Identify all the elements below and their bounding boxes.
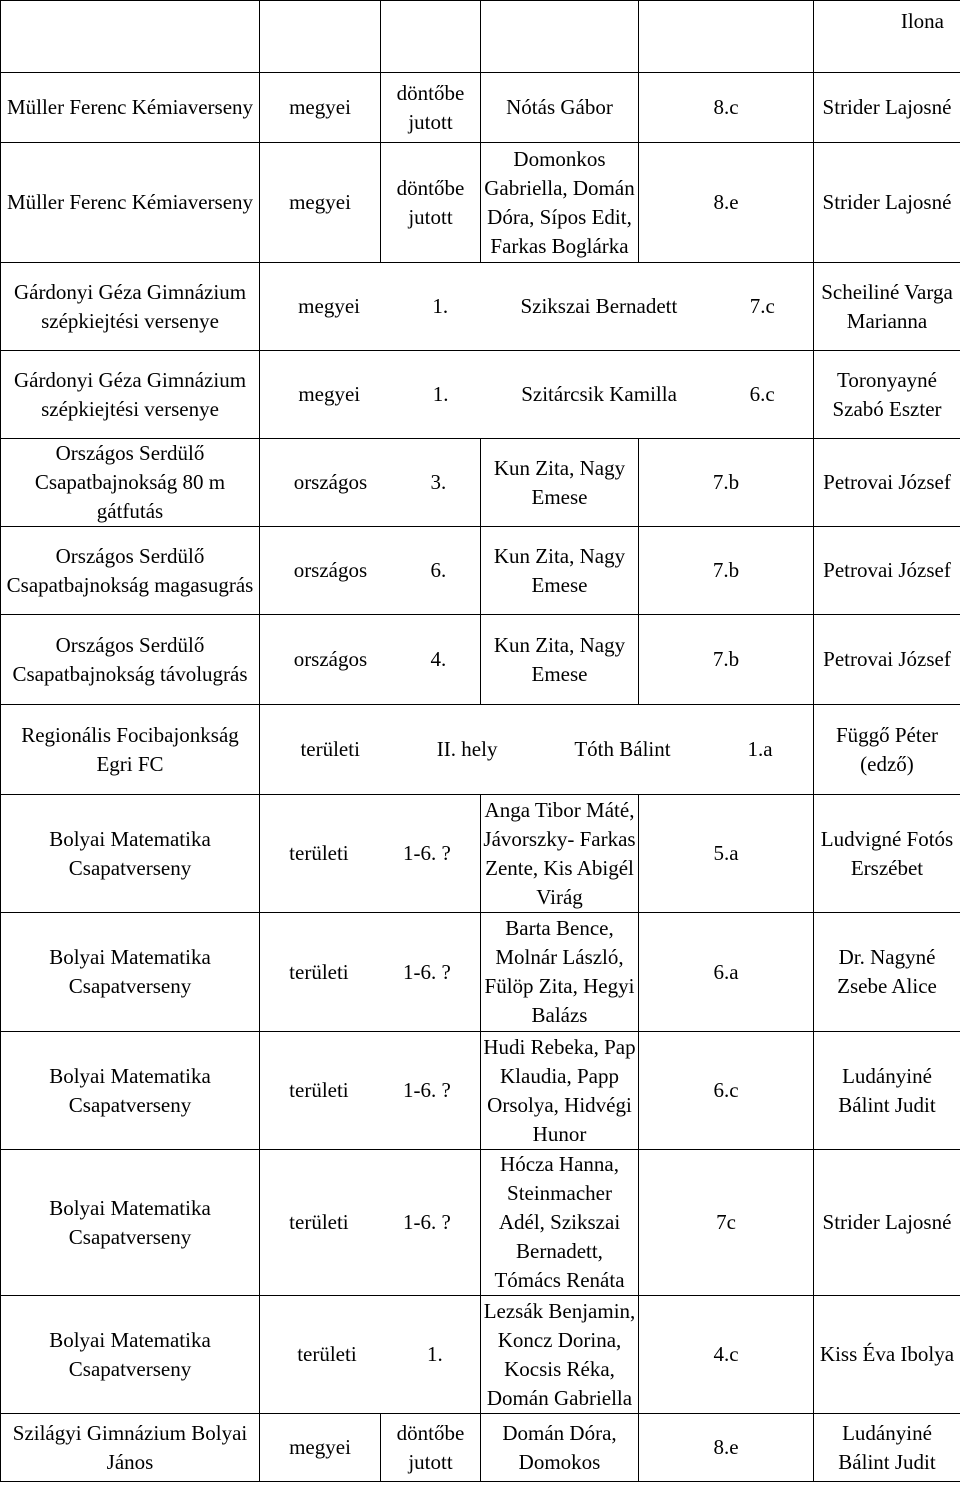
- students-text: Tóth Bálint: [574, 737, 671, 761]
- competition-cell: Bolyai Matematika Csapatverseny: [1, 913, 260, 1032]
- teacher-cell: Petrovai József: [814, 615, 960, 705]
- level-result-cell: [260, 439, 481, 527]
- class-cell: 7.b: [639, 527, 814, 615]
- class-text: 6.c: [749, 382, 775, 406]
- table-row: [1, 913, 960, 1032]
- students-cell: Kun Zita, Nagy Emese: [481, 527, 639, 615]
- students-cell: Lezsák Benjamin, Koncz Dorina, Kocsis Réka, Domán Gabriella: [481, 1296, 639, 1414]
- level-text: országos: [293, 647, 368, 671]
- class-text: 1.a: [747, 737, 773, 761]
- competition-cell: Bolyai Matematika Csapatverseny: [1, 1296, 260, 1414]
- level-text: területi: [289, 1210, 349, 1234]
- level-text: területi: [289, 1078, 349, 1102]
- competition-cell: Bolyai Matematika Csapatverseny: [1, 795, 260, 913]
- students-cell: Domonkos Gabriella, Domán Dóra, Sípos Edit, Farkas Boglárka: [481, 143, 639, 263]
- header-cell-students: [481, 1, 639, 73]
- class-text: 7.c: [749, 294, 775, 318]
- level-cell: megyei: [260, 1414, 381, 1482]
- table-row: [1, 263, 960, 351]
- level-text: területi: [289, 841, 349, 865]
- teacher-cell: Toronyayné Szabó Eszter: [814, 351, 960, 439]
- result-text: 1-6. ?: [403, 1210, 451, 1234]
- competition-cell: Országos Serdülő Csapatbajnokság magasugrás: [1, 527, 260, 615]
- class-cell: 7c: [639, 1150, 814, 1296]
- class-cell: 6.a: [639, 913, 814, 1032]
- table-row: [1, 1032, 960, 1150]
- competition-cell: Bolyai Matematika Csapatverseny: [1, 1032, 260, 1150]
- result-text: 1.: [432, 382, 449, 406]
- teacher-cell: Ludvigné Fotós Erszébet: [814, 795, 960, 913]
- table-row: [1, 527, 960, 615]
- students-cell: Hudi Rebeka, Pap Klaudia, Papp Orsolya, Hidvégi Hunor: [481, 1032, 639, 1150]
- class-cell: 8.c: [639, 73, 814, 143]
- level-text: megyei: [298, 382, 361, 406]
- header-row: [1, 1, 960, 73]
- competition-cell: Müller Ferenc Kémiaverseny: [1, 73, 260, 143]
- competition-cell: Müller Ferenc Kémiaverseny: [1, 143, 260, 263]
- students-text: Szikszai Bernadett: [520, 294, 678, 318]
- level-result-cell: [260, 527, 481, 615]
- result-text: 3.: [430, 470, 447, 494]
- teacher-cell: Strider Lajosné: [814, 1150, 960, 1296]
- teacher-cell: Scheiliné Varga Marianna: [814, 263, 960, 351]
- result-text: 1.: [427, 1342, 443, 1366]
- competition-cell: Szilágyi Gimnázium Bolyai János: [1, 1414, 260, 1482]
- level-cell: megyei: [260, 73, 381, 143]
- class-cell: 7.b: [639, 615, 814, 705]
- result-text: 1-6. ?: [403, 1078, 451, 1102]
- table-row: [1, 795, 960, 913]
- table-row: [1, 73, 960, 143]
- teacher-column-label: Ilona: [900, 9, 944, 33]
- competition-cell: Gárdonyi Géza Gimnázium szépkiejtési versenye: [1, 351, 260, 439]
- table-row: [1, 1414, 960, 1482]
- level-text: országos: [293, 470, 368, 494]
- level-text: megyei: [298, 294, 360, 318]
- students-cell: Nótás Gábor: [481, 73, 639, 143]
- competition-cell: Országos Serdülő Csapatbajnokság távolugrás: [1, 615, 260, 705]
- level-cell: megyei: [260, 143, 381, 263]
- students-cell: Barta Bence, Molnár László, Fülöp Zita, Hegyi Balázs: [481, 913, 639, 1032]
- teacher-cell: Kiss Éva Ibolya: [814, 1296, 960, 1414]
- teacher-cell: Dr. Nagyné Zsebe Alice: [814, 913, 960, 1032]
- students-cell: Domán Dóra, Domokos: [481, 1414, 639, 1482]
- table-row: [1, 351, 960, 439]
- header-cell-class: [639, 1, 814, 73]
- result-text: II. hely: [436, 737, 498, 761]
- level-text: területi: [289, 959, 349, 984]
- competition-cell: Regionális Focibajonkság Egri FC: [1, 705, 260, 795]
- table-row: [1, 1296, 960, 1414]
- level-text: területi: [297, 1342, 357, 1366]
- class-cell: 5.a: [639, 795, 814, 913]
- students-cell: Kun Zita, Nagy Emese: [481, 439, 639, 527]
- header-cell-teacher: [814, 1, 960, 73]
- teacher-cell: Petrovai József: [814, 527, 960, 615]
- students-cell: Anga Tibor Máté, Jávorszky- Farkas Zente, Kis Abigél Virág: [481, 795, 639, 913]
- table-row: [1, 143, 960, 263]
- level-text: országos: [293, 558, 368, 582]
- result-text: 1.: [432, 294, 449, 318]
- teacher-cell: Strider Lajosné: [814, 143, 960, 263]
- header-cell-result: [381, 1, 481, 73]
- class-cell: 8.e: [639, 143, 814, 263]
- class-cell: 7.b: [639, 439, 814, 527]
- result-text: 1-6. ?: [403, 841, 451, 865]
- competition-cell: Országos Serdülő Csapatbajnokság 80 m gátfutás: [1, 439, 260, 527]
- result-text: 6.: [430, 558, 447, 582]
- level-result-cell: [260, 913, 481, 1032]
- result-text: 4.: [430, 647, 447, 671]
- table-row: [1, 705, 960, 795]
- table-row: [1, 439, 960, 527]
- competition-cell: Bolyai Matematika Csapatverseny: [1, 1150, 260, 1296]
- competition-cell: Gárdonyi Géza Gimnázium szépkiejtési versenye: [1, 263, 260, 351]
- table-row: [1, 615, 960, 705]
- students-text: Szitárcsik Kamilla: [521, 382, 677, 406]
- level-result-cell: [260, 795, 481, 913]
- class-cell: 8.e: [639, 1414, 814, 1482]
- result-cell: döntőbe jutott: [381, 1414, 481, 1482]
- teacher-cell: Ludányiné Bálint Judit: [814, 1032, 960, 1150]
- result-cell: döntőbe jutott: [381, 143, 481, 263]
- class-cell: 6.c: [639, 1032, 814, 1150]
- class-cell: 4.c: [639, 1296, 814, 1414]
- level-result-cell: [260, 1032, 481, 1150]
- merged-entry-cell: [260, 263, 814, 351]
- teacher-cell: Ludányiné Bálint Judit: [814, 1414, 960, 1482]
- level-result-cell: [260, 1296, 481, 1414]
- result-cell: döntőbe jutott: [381, 73, 481, 143]
- students-cell: Hócza Hanna, Steinmacher Adél, Szikszai Bernadett, Tómács Renáta: [481, 1150, 639, 1296]
- level-result-cell: [260, 1150, 481, 1296]
- students-cell: Kun Zita, Nagy Emese: [481, 615, 639, 705]
- level-result-cell: [260, 615, 481, 705]
- teacher-cell: Strider Lajosné: [814, 73, 960, 143]
- level-text: területi: [300, 737, 360, 761]
- table-row: [1, 1150, 960, 1296]
- teacher-cell: Petrovai József: [814, 439, 960, 527]
- result-text: 1-6. ?: [403, 959, 451, 984]
- merged-entry-cell: [260, 705, 814, 795]
- merged-entry-cell: [260, 351, 814, 439]
- header-cell-competition: [1, 1, 260, 73]
- teacher-cell: Függő Péter (edző): [814, 705, 960, 795]
- header-cell-level: [260, 1, 381, 73]
